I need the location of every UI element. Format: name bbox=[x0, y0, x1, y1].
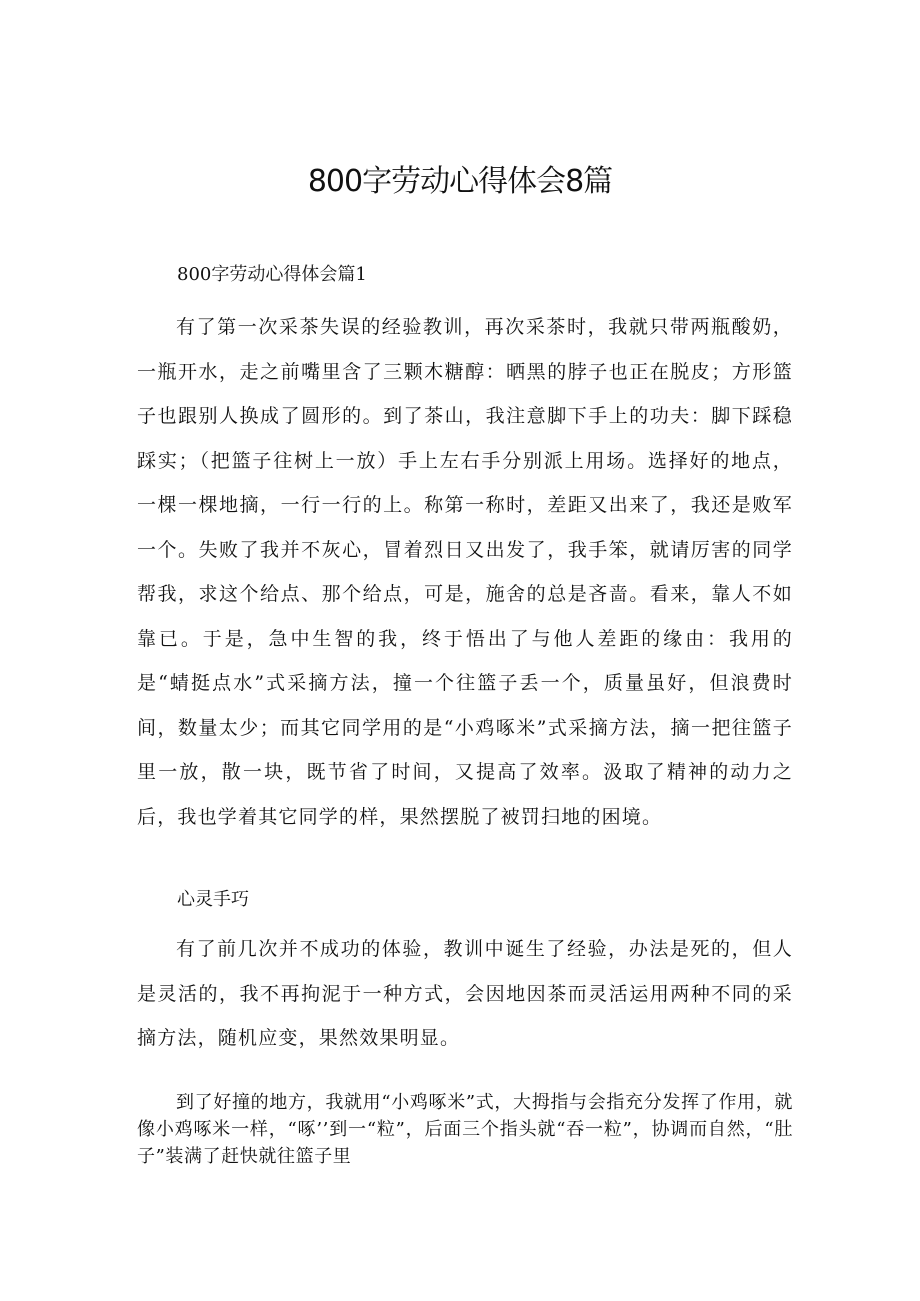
paragraph-1: 有了第一次采茶失误的经验教训，再次采茶时，我就只带两瓶酸奶，一瓶开水，走之前嘴里含了三颗木糖醇：晒黑的脖子也正在脱皮；方形篮子也跟别人换成了圆形的。到了茶山，我注意脚下手上的功夫：脚下踩稳踩实；（把篮子往树上一放）手上左右手分别派上用场。选择好的地点，一棵一棵地摘，一行一行的上。称第一称时，差距又出来了，我还是败军一个。失败了我并不灰心，冒着烈日又出发了，我手笨，就请厉害的同学帮我，求这个给点、那个给点，可是，施舍的总是吝啬。看来，靠人不如靠已。于是，急中生智的我，终于悟出了与他人差距的缘由：我用的是“蜻挺点水”式采摘方法，撞一个往篮子丢一个，质量虽好，但浪费时间，数量太少；而其它同学用的是“小鸡啄米”式采摘方法，摘一把往篮子里一放，散一块，既节省了时间，又提高了效率。汲取了精神的动力之后，我也学着其它同学的样，果然摆脱了被罚扫地的困境。 bbox=[137, 316, 793, 828]
section-heading: 800字劳动心得体会篇1 bbox=[177, 264, 367, 285]
paragraph-3: 到了好撞的地方，我就用“小鸡啄米”式，大拇指与会指充分发挥了作用，就像小鸡啄米一样，“啄’’到一“粒”，后面三个指头就“吞一粒”，协调而自然，“肚子”装满了赶快就往篮子里 bbox=[137, 1092, 793, 1167]
document-title: 800字劳动心得体会8篇 bbox=[307, 164, 613, 199]
subheading-xinling-shouqiao: 心灵手巧 bbox=[177, 889, 249, 910]
paragraph-2: 有了前几次并不成功的体验，教训中诞生了经验，办法是死的，但人是灵活的，我不再拘泥于一种方式，会因地因茶而灵活运用两种不同的采摘方法，随机应变，果然效果明显。 bbox=[137, 938, 793, 1049]
